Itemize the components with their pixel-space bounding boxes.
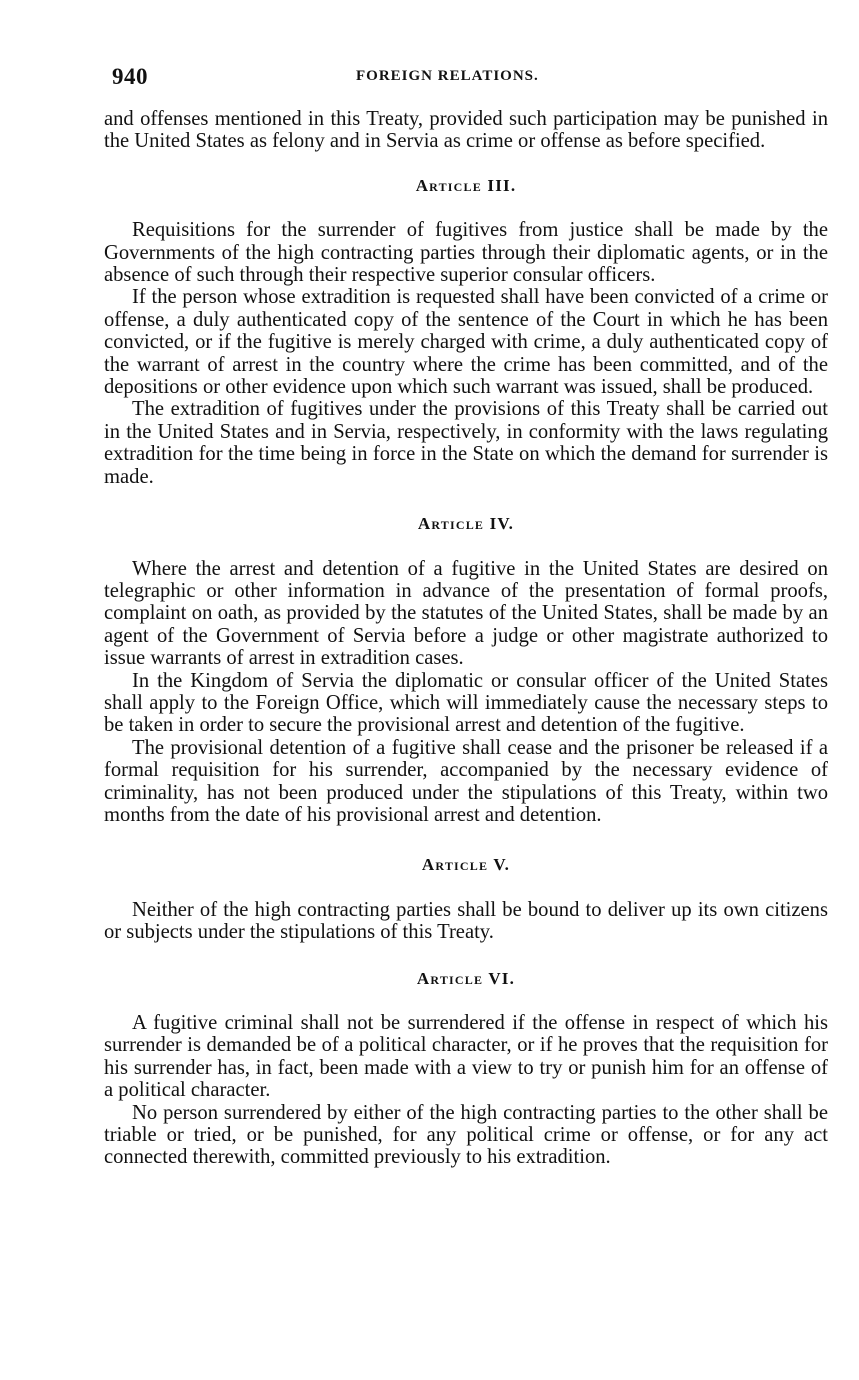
- article-4-paragraph: Where the arrest and detention of a fugitive in the United States are desired on telegraphic or other information in advance of the presentation of formal proofs, complaint on oath, as provided by the statutes of the United States, shall be made by an agent of the Government of Servia before a judge or other magistrate authorized to issue warrants of arrest in extradition cases.: [104, 557, 828, 670]
- article-3-paragraph: The extradition of fugitives under the provisions of this Treaty shall be carried out in the United States and in Servia, respectively, in conformity with the laws regulating extradition for the time being in force in the State on which the demand for surrender is made.: [104, 398, 828, 488]
- article-5-paragraph: Neither of the high contracting parties shall be bound to deliver up its own citizens or subjects under the stipulations of this Treaty.: [104, 898, 828, 944]
- article-3-paragraph: Requisitions for the surrender of fugitives from justice shall be made by the Governments of the high contracting parties through their diplomatic agents, or in the absence of such through their respective superior consular officers.: [104, 219, 828, 287]
- article-5-heading: Article V.: [421, 855, 511, 875]
- article-4-paragraph: The provisional detention of a fugitive shall cease and the prisoner be released if a formal requisition for his surrender, accompanied by the necessary evidence of criminality, has not been produced under the stipulations of this Treaty, within two months from the date of his provisional arrest and detention.: [104, 736, 828, 826]
- intro-paragraph: and offenses mentioned in this Treaty, provided such participation may be punished in the United States as felony and in Servia as crime or offense as before specified.: [104, 108, 828, 153]
- article-6-paragraph: No person surrendered by either of the high contracting parties to the other shall be triable or tried, or be punished, for any political crime or offense, or for any act connected therewith, committed previously to his extradition.: [104, 1101, 828, 1169]
- article-3: [104, 175, 828, 488]
- article-6: [104, 968, 828, 1169]
- article-4: [104, 513, 828, 826]
- article-5: [104, 854, 828, 943]
- article-4-paragraph: In the Kingdom of Servia the diplomatic or consular officer of the United States shall apply to the Foreign Office, which will immediately cause the necessary steps to be taken in order to secure the provisional arrest and detention of the fugitive.: [104, 669, 828, 737]
- article-3-paragraph: If the person whose extradition is requested shall have been convicted of a crime or offense, a duly authenticated copy of the sentence of the Court in which he has been convicted, or if the fugitive is merely charged with crime, a duly authenticated copy of the warrant of arrest in the country where the crime has been committed, and of the depositions or other evidence upon which such warrant was issued, shall be produced.: [104, 286, 828, 399]
- article-6-heading: Article VI.: [416, 968, 516, 988]
- page-number: 940: [112, 64, 148, 89]
- article-3-heading: Article III.: [415, 175, 517, 195]
- running-head: FOREIGN RELATIONS.: [356, 68, 539, 84]
- article-6-paragraph: A fugitive criminal shall not be surrendered if the offense in respect of which his surrender is demanded be of a political character, or if he proves that the requisition for his surrender has, in fact, been made with a view to try or punish him for an offense of a political character.: [104, 1012, 828, 1102]
- body-text: [104, 108, 828, 1169]
- article-4-heading: Article IV.: [417, 514, 515, 534]
- page-header: [112, 64, 824, 92]
